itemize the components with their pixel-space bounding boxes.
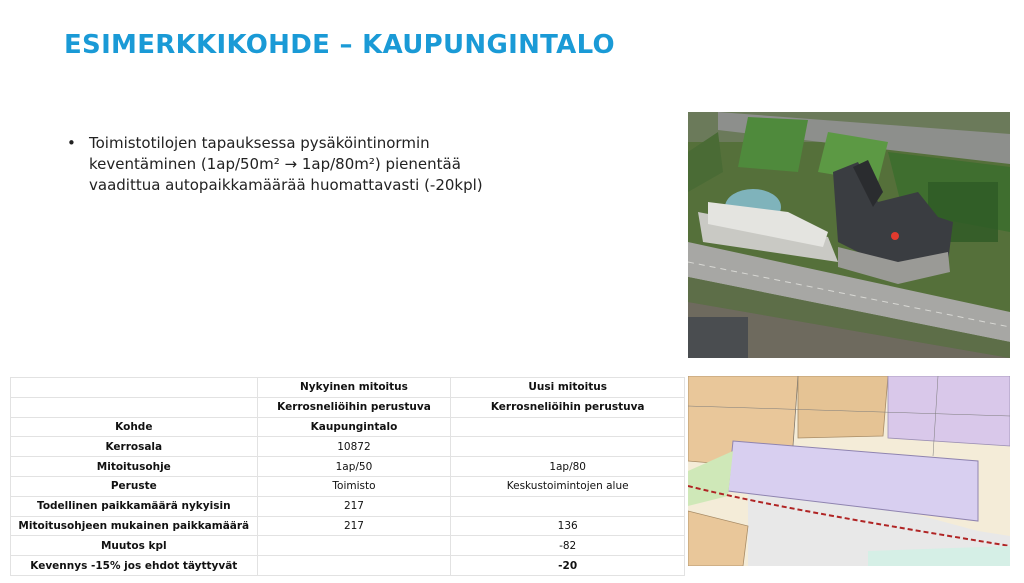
table-cell: Toimisto: [257, 476, 451, 496]
table-cell: [257, 556, 451, 576]
table-row: [11, 397, 685, 417]
table-cell: Kerrosneliöihin perustuva: [257, 397, 451, 417]
table-cell: Muutos kpl: [11, 536, 258, 556]
table-row: [11, 536, 685, 556]
aerial-photo: [688, 112, 1010, 358]
table-cell: Peruste: [11, 476, 258, 496]
table-cell: Uusi mitoitus: [451, 378, 685, 398]
table-cell: [257, 536, 451, 556]
table-cell: [11, 378, 258, 398]
zoning-map: [688, 376, 1010, 566]
table-cell: Nykyinen mitoitus: [257, 378, 451, 398]
table-cell: Mitoitusohje: [11, 457, 258, 477]
table-cell: 217: [257, 516, 451, 536]
table-cell: Kerrosneliöihin perustuva: [451, 397, 685, 417]
table-row: [11, 437, 685, 457]
table-cell: 10872: [257, 437, 451, 457]
table-cell: Todellinen paikkamäärä nykyisin: [11, 496, 258, 516]
table-row: [11, 496, 685, 516]
table-cell: [451, 417, 685, 437]
table-cell: -20: [451, 556, 685, 576]
bullet-item: • Toimistotilojen tapauksessa pysäköintinormin keventäminen (1ap/50m² → 1ap/80m²) pienentää vaadittua autopaikkamäärää huomattavasti (-20kpl): [64, 133, 524, 196]
table-row: [11, 556, 685, 576]
parking-table: [10, 377, 685, 576]
table-row: [11, 417, 685, 437]
table-row: [11, 476, 685, 496]
table-row: [11, 516, 685, 536]
slide-title: ESIMERKKIKOHDE – KAUPUNGINTALO: [64, 30, 615, 60]
table-cell: Kaupungintalo: [257, 417, 451, 437]
table-row: [11, 457, 685, 477]
table-cell: [11, 397, 258, 417]
table-cell: 217: [257, 496, 451, 516]
table-cell: Mitoitusohjeen mukainen paikkamäärä: [11, 516, 258, 536]
table-cell: -82: [451, 536, 685, 556]
table-cell: [451, 496, 685, 516]
table-cell: Kerrosala: [11, 437, 258, 457]
bullet-list: [64, 133, 524, 196]
table-row: [11, 378, 685, 398]
table-cell: 1ap/80: [451, 457, 685, 477]
table-cell: 136: [451, 516, 685, 536]
table-cell: Keskustoimintojen alue: [451, 476, 685, 496]
table-cell: Kohde: [11, 417, 258, 437]
table-cell: [451, 437, 685, 457]
table-cell: 1ap/50: [257, 457, 451, 477]
table-cell: Kevennys -15% jos ehdot täyttyvät: [11, 556, 258, 576]
